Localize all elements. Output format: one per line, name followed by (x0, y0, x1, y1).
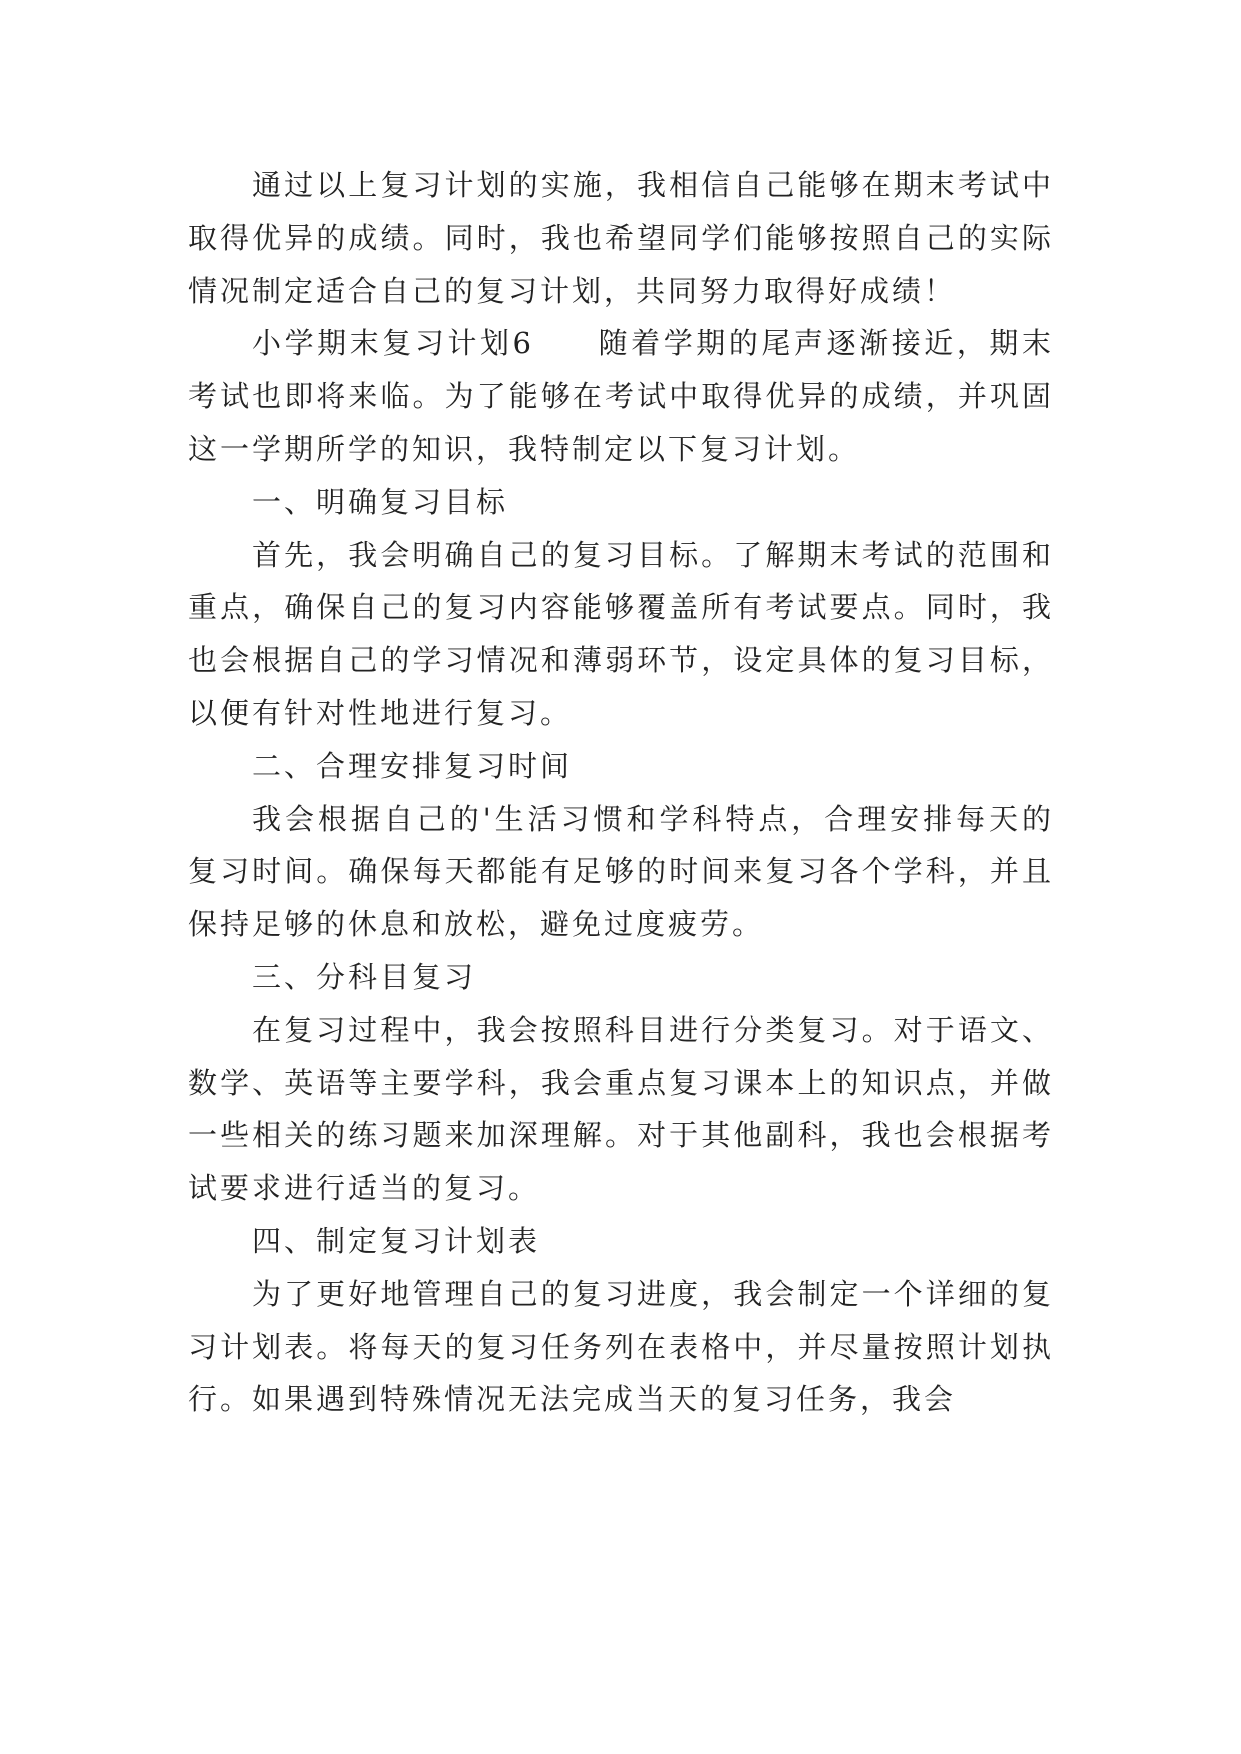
section-heading-3: 三、分科目复习 (252, 959, 477, 994)
section-heading-2: 二、合理安排复习时间 (252, 748, 573, 783)
section-paragraph-3: 在复习过程中，我会按照科目进行分类复习。对于语文、数学、英语等主要学科，我会重点复习课本上的知识点，并做一些相关的练习题来加深理解。对于其他副科，我也会根据考试要求进行适当的复习。 (188, 1012, 1054, 1206)
section-paragraph-2: 我会根据自己的'生活习惯和学科特点，合理安排每天的复习时间。确保每天都能有足够的时间来复习各个学科，并且保持足够的休息和放松，避免过度疲劳。 (188, 801, 1054, 942)
plan-title: 小学期末复习计划6 (252, 326, 535, 361)
plan-intro-paragraph (188, 317, 1054, 475)
section-heading-1: 一、明确复习目标 (252, 484, 509, 519)
section-paragraph-4: 为了更好地管理自己的复习进度，我会制定一个详细的复习计划表。将每天的复习任务列在表格中，并尽量按照计划执行。如果遇到特殊情况无法完成当天的复习任务，我会 (188, 1276, 1054, 1417)
plan-intro-text: 随着学期的尾声逐渐接近，期末考试也即将来临。为了能够在考试中取得优异的成绩，并巩固这一学期所学的知识，我特制定以下复习计划。 (188, 326, 1054, 466)
section-heading-4: 四、制定复习计划表 (252, 1223, 541, 1258)
document-body (188, 159, 1054, 1426)
section-paragraph-1: 首先，我会明确自己的复习目标。了解期末考试的范围和重点，确保自己的复习内容能够覆盖所有考试要点。同时，我也会根据自己的学习情况和薄弱环节，设定具体的复习目标，以便有针对性地进行复习。 (188, 537, 1054, 730)
closing-paragraph: 通过以上复习计划的实施，我相信自己能够在期末考试中取得优异的成绩。同时，我也希望同学们能够按照自己的实际情况制定适合自己的复习计划，共同努力取得好成绩！ (188, 168, 1054, 308)
